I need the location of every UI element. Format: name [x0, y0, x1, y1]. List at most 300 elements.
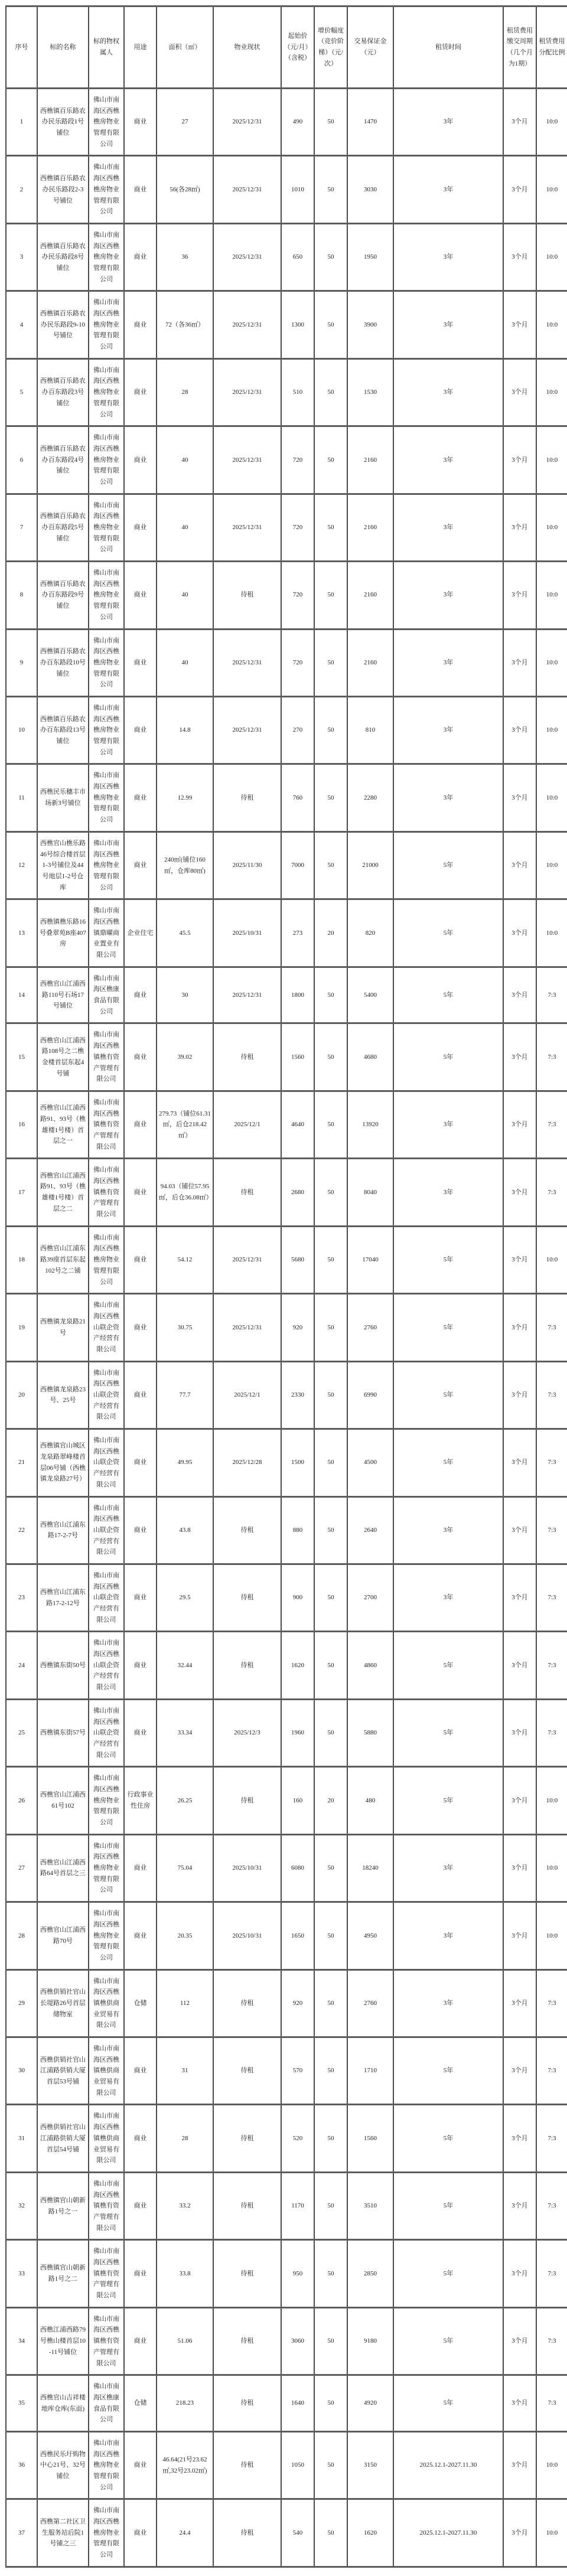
cell-area: 54.12 — [157, 1226, 213, 1293]
cell-area: 218.23 — [157, 2375, 213, 2432]
cell-lease-term: 5年 — [393, 967, 503, 1023]
cell-no: 9 — [6, 629, 37, 696]
cell-owner: 佛山市南海区西樵樵房物业管理有限公司 — [89, 426, 124, 494]
cell-increment: 50 — [314, 1834, 347, 1902]
cell-lease-term: 3年 — [393, 291, 503, 358]
cell-name: 西樵第二社区卫生服务站后院1号铺之三 — [37, 2499, 89, 2567]
cell-area: 75.04 — [157, 1834, 213, 1902]
cell-lease-term: 5年 — [393, 1361, 503, 1429]
table-row — [6, 2431, 567, 2499]
cell-pay-cycle: 3个月 — [503, 1767, 536, 1834]
cell-start-price: 1560 — [281, 1023, 314, 1091]
cell-status: 2025/10/31 — [213, 899, 281, 967]
cell-use: 企业住宅 — [124, 899, 157, 967]
cell-area: 45.5 — [157, 899, 213, 967]
cell-use: 商业 — [124, 696, 157, 764]
cell-ratio: 7:3 — [536, 1699, 567, 1766]
cell-no: 18 — [6, 1226, 37, 1293]
cell-name: 西樵民乐穗丰市场新3号铺位 — [37, 764, 89, 832]
cell-area: 30 — [157, 967, 213, 1023]
cell-area: 112 — [157, 1970, 213, 2037]
cell-ratio: 10:0 — [536, 358, 567, 426]
cell-deposit: 3030 — [347, 156, 393, 223]
cell-pay-cycle: 3个月 — [503, 1632, 536, 1699]
cell-area: 24.4 — [157, 2499, 213, 2567]
cell-no: 7 — [6, 494, 37, 561]
cell-start-price: 520 — [281, 2105, 314, 2172]
cell-ratio: 10:0 — [536, 832, 567, 899]
cell-start-price: 1050 — [281, 2431, 314, 2499]
table-row — [6, 494, 567, 561]
rental-listings-table — [5, 5, 567, 2568]
cell-start-price: 7000 — [281, 832, 314, 899]
cell-ratio: 7:3 — [536, 1023, 567, 1091]
table-row — [6, 1834, 567, 1902]
table-row — [6, 562, 567, 629]
cell-lease-term: 3年 — [393, 1834, 503, 1902]
col-header-increment: 增价幅度（竞价阶梯）（元/次） — [314, 6, 347, 89]
cell-ratio: 7:3 — [536, 1564, 567, 1631]
table-row — [6, 629, 567, 696]
cell-status: 2025/10/31 — [213, 1902, 281, 1970]
cell-ratio: 10:0 — [536, 899, 567, 967]
cell-deposit: 1620 — [347, 2499, 393, 2567]
cell-start-price: 2680 — [281, 1159, 314, 1226]
table-row — [6, 1699, 567, 1766]
cell-increment: 50 — [314, 1564, 347, 1631]
cell-pay-cycle: 3个月 — [503, 1091, 536, 1158]
cell-pay-cycle: 3个月 — [503, 967, 536, 1023]
cell-status: 2025/12/31 — [213, 89, 281, 156]
table-row — [6, 967, 567, 1023]
cell-pay-cycle: 3个月 — [503, 1970, 536, 2037]
table-row — [6, 2240, 567, 2307]
cell-owner: 佛山市南海区西樵樵房物业管理有限公司 — [89, 832, 124, 899]
cell-name: 西樵官山江浦西路91、93号（樵雄楼1号楼）首层之一 — [37, 1091, 89, 1158]
cell-start-price: 540 — [281, 2499, 314, 2567]
cell-name: 西樵镇百乐路农办百东路段10号铺位 — [37, 629, 89, 696]
cell-ratio: 7:3 — [536, 1970, 567, 2037]
cell-deposit: 2160 — [347, 494, 393, 561]
cell-use: 商业 — [124, 426, 157, 494]
cell-deposit: 8040 — [347, 1159, 393, 1226]
col-header-no: 序号 — [6, 6, 37, 89]
col-header-name: 标的名称 — [37, 6, 89, 89]
cell-lease-term: 5年 — [393, 899, 503, 967]
cell-use: 商业 — [124, 1361, 157, 1429]
table-row — [6, 2172, 567, 2239]
table-row — [6, 1496, 567, 1564]
cell-owner: 佛山市南海区西樵樵房物业管理有限公司 — [89, 156, 124, 223]
cell-pay-cycle: 3个月 — [503, 1834, 536, 1902]
cell-area: 14.8 — [157, 696, 213, 764]
cell-use: 商业 — [124, 1226, 157, 1293]
cell-ratio: 7:3 — [536, 2307, 567, 2375]
cell-lease-term: 3年 — [393, 562, 503, 629]
cell-owner: 佛山市南海区西樵镇樵有资产管理有限公司 — [89, 2240, 124, 2307]
cell-use: 商业 — [124, 1496, 157, 1564]
cell-lease-term: 5年 — [393, 2240, 503, 2307]
cell-pay-cycle: 3个月 — [503, 2375, 536, 2432]
cell-lease-term: 3年 — [393, 1970, 503, 2037]
cell-owner: 佛山市南海区西樵樵房物业管理有限公司 — [89, 494, 124, 561]
cell-name: 西樵供销社官山长堤路26号首层储物室 — [37, 1970, 89, 2037]
cell-owner: 佛山市南海区西樵樵房物业管理有限公司 — [89, 2431, 124, 2499]
cell-start-price: 650 — [281, 223, 314, 291]
cell-increment: 50 — [314, 764, 347, 832]
cell-no: 35 — [6, 2375, 37, 2432]
cell-no: 13 — [6, 899, 37, 967]
cell-name: 西樵官山江浦西路64号首层之三 — [37, 1834, 89, 1902]
cell-pay-cycle: 3个月 — [503, 494, 536, 561]
cell-ratio: 7:3 — [536, 1632, 567, 1699]
cell-deposit: 1710 — [347, 2037, 393, 2105]
cell-ratio: 7:3 — [536, 1294, 567, 1361]
cell-owner: 佛山市南海区西樵樵房物业管理有限公司 — [89, 1226, 124, 1293]
cell-no: 29 — [6, 1970, 37, 2037]
table-row — [6, 2037, 567, 2105]
cell-no: 12 — [6, 832, 37, 899]
cell-ratio: 10:0 — [536, 89, 567, 156]
col-header-ratio: 租赁费用分配比例 — [536, 6, 567, 89]
cell-status: 2025/12/31 — [213, 696, 281, 764]
cell-owner: 佛山市南海区西樵樵房物业管理有限公司 — [89, 89, 124, 156]
cell-owner: 佛山市南海区樵康食品有限公司 — [89, 2375, 124, 2432]
cell-status: 2025/12/31 — [213, 1226, 281, 1293]
cell-start-price: 1170 — [281, 2172, 314, 2239]
cell-lease-term: 5年 — [393, 1699, 503, 1766]
cell-increment: 50 — [314, 2307, 347, 2375]
cell-increment: 50 — [314, 1496, 347, 1564]
cell-start-price: 4640 — [281, 1091, 314, 1158]
cell-start-price: 1500 — [281, 1429, 314, 1496]
cell-use: 商业 — [124, 1159, 157, 1226]
cell-ratio: 7:3 — [536, 1159, 567, 1226]
cell-pay-cycle: 3个月 — [503, 426, 536, 494]
cell-owner: 佛山市南海区西樵山联企资产经营有限公司 — [89, 1699, 124, 1766]
cell-status: 2025/12/31 — [213, 156, 281, 223]
cell-name: 西樵官山吉祥楼地库仓库(东面) — [37, 2375, 89, 2432]
cell-status: 待租 — [213, 764, 281, 832]
cell-lease-term: 3年 — [393, 1564, 503, 1631]
cell-ratio: 10:0 — [536, 223, 567, 291]
cell-increment: 50 — [314, 2499, 347, 2567]
cell-owner: 佛山市南海区西樵山联企资产经营有限公司 — [89, 1361, 124, 1429]
cell-no: 8 — [6, 562, 37, 629]
cell-lease-term: 5年 — [393, 2037, 503, 2105]
cell-owner: 佛山市南海区西樵樵房物业管理有限公司 — [89, 2499, 124, 2567]
table-row — [6, 696, 567, 764]
table-row — [6, 1429, 567, 1496]
cell-pay-cycle: 3个月 — [503, 1902, 536, 1970]
cell-deposit: 2640 — [347, 1496, 393, 1564]
cell-status: 待租 — [213, 1496, 281, 1564]
cell-use: 商业 — [124, 2172, 157, 2239]
cell-name: 西樵民乐圩购物中心21号、32号铺位 — [37, 2431, 89, 2499]
cell-no: 27 — [6, 1834, 37, 1902]
cell-area: 72（各36㎡） — [157, 291, 213, 358]
cell-use: 商业 — [124, 291, 157, 358]
cell-status: 2025/11/30 — [213, 832, 281, 899]
table-row — [6, 426, 567, 494]
cell-name: 西樵供销社官山江浦路供销大厦首层53号铺 — [37, 2037, 89, 2105]
cell-start-price: 490 — [281, 89, 314, 156]
cell-no: 30 — [6, 2037, 37, 2105]
cell-deposit: 1560 — [347, 2105, 393, 2172]
cell-lease-term: 5年 — [393, 1226, 503, 1293]
table-row — [6, 291, 567, 358]
cell-deposit: 9180 — [347, 2307, 393, 2375]
cell-deposit: 3150 — [347, 2431, 393, 2499]
cell-ratio: 10:0 — [536, 629, 567, 696]
cell-increment: 50 — [314, 494, 347, 561]
cell-ratio: 10:0 — [536, 2499, 567, 2567]
cell-use: 行政事业性住房 — [124, 1767, 157, 1834]
cell-deposit: 2280 — [347, 764, 393, 832]
cell-status: 2025/12/31 — [213, 223, 281, 291]
cell-area: 28 — [157, 358, 213, 426]
cell-owner: 佛山市南海区樵康食品有限公司 — [89, 967, 124, 1023]
cell-start-price: 3060 — [281, 2307, 314, 2375]
cell-ratio: 10:0 — [536, 1834, 567, 1902]
table-row — [6, 358, 567, 426]
cell-no: 15 — [6, 1023, 37, 1091]
cell-use: 商业 — [124, 1699, 157, 1766]
cell-use: 商业 — [124, 1091, 157, 1158]
cell-lease-term: 3年 — [393, 494, 503, 561]
cell-deposit: 2160 — [347, 562, 393, 629]
cell-lease-term: 3年 — [393, 1496, 503, 1564]
cell-increment: 20 — [314, 899, 347, 967]
cell-lease-term: 2025.12.1-2027.11.30 — [393, 2499, 503, 2567]
cell-no: 1 — [6, 89, 37, 156]
cell-lease-term: 3年 — [393, 696, 503, 764]
table-row — [6, 89, 567, 156]
cell-name: 西樵镇樵乐路16号叠翠苑B座407房 — [37, 899, 89, 967]
cell-no: 3 — [6, 223, 37, 291]
cell-owner: 佛山市南海区西樵樵房物业管理有限公司 — [89, 291, 124, 358]
cell-no: 23 — [6, 1564, 37, 1631]
cell-deposit: 17040 — [347, 1226, 393, 1293]
cell-name: 西樵镇官山城区龙泉路翠峰楼首层06号铺（西樵镇龙泉路27号） — [37, 1429, 89, 1496]
cell-use: 商业 — [124, 89, 157, 156]
cell-increment: 50 — [314, 1429, 347, 1496]
cell-owner: 佛山市南海区西樵镇樵供商业贸易有限公司 — [89, 2037, 124, 2105]
cell-name: 西樵官山江浦西路108号之二樵金楼首层东起4号铺 — [37, 1023, 89, 1091]
cell-no: 22 — [6, 1496, 37, 1564]
cell-ratio: 10:0 — [536, 562, 567, 629]
cell-use: 商业 — [124, 223, 157, 291]
cell-area: 39.02 — [157, 1023, 213, 1091]
cell-pay-cycle: 3个月 — [503, 2105, 536, 2172]
cell-area: 12.99 — [157, 764, 213, 832]
cell-status: 待租 — [213, 2499, 281, 2567]
cell-use: 商业 — [124, 1902, 157, 1970]
cell-area: 51.06 — [157, 2307, 213, 2375]
cell-deposit: 4860 — [347, 1632, 393, 1699]
cell-lease-term: 5年 — [393, 1767, 503, 1834]
cell-name: 西樵江浦西路79号樵山楼首层10-11号铺位 — [37, 2307, 89, 2375]
cell-lease-term: 3年 — [393, 629, 503, 696]
cell-owner: 佛山市南海区西樵樵房物业管理有限公司 — [89, 764, 124, 832]
cell-ratio: 10:0 — [536, 426, 567, 494]
cell-pay-cycle: 3个月 — [503, 89, 536, 156]
cell-start-price: 6080 — [281, 1834, 314, 1902]
cell-no: 26 — [6, 1767, 37, 1834]
cell-use: 商业 — [124, 562, 157, 629]
cell-start-price: 2330 — [281, 1361, 314, 1429]
cell-start-price: 1010 — [281, 156, 314, 223]
cell-use: 商业 — [124, 358, 157, 426]
cell-deposit: 1470 — [347, 89, 393, 156]
cell-increment: 50 — [314, 2240, 347, 2307]
cell-start-price: 1650 — [281, 1902, 314, 1970]
cell-increment: 50 — [314, 2172, 347, 2239]
cell-pay-cycle: 3个月 — [503, 1429, 536, 1496]
cell-pay-cycle: 3个月 — [503, 629, 536, 696]
cell-increment: 20 — [314, 1767, 347, 1834]
cell-ratio: 7:3 — [536, 2172, 567, 2239]
cell-increment: 50 — [314, 358, 347, 426]
cell-ratio: 7:3 — [536, 2037, 567, 2105]
cell-ratio: 10:0 — [536, 494, 567, 561]
cell-owner: 佛山市南海区西樵镇樵供商业贸易有限公司 — [89, 2105, 124, 2172]
table-row — [6, 1294, 567, 1361]
cell-use: 商业 — [124, 1429, 157, 1496]
cell-use: 仓储 — [124, 2375, 157, 2432]
cell-pay-cycle: 3个月 — [503, 2307, 536, 2375]
cell-use: 商业 — [124, 2105, 157, 2172]
cell-increment: 50 — [314, 2431, 347, 2499]
cell-name: 西樵镇东街50号 — [37, 1632, 89, 1699]
cell-lease-term: 5年 — [393, 832, 503, 899]
cell-deposit: 480 — [347, 1767, 393, 1834]
cell-start-price: 1300 — [281, 291, 314, 358]
cell-ratio: 10:0 — [536, 764, 567, 832]
cell-no: 33 — [6, 2240, 37, 2307]
cell-lease-term: 5年 — [393, 1023, 503, 1091]
cell-deposit: 21000 — [347, 832, 393, 899]
cell-status: 待租 — [213, 2431, 281, 2499]
col-header-status: 物业现状 — [213, 6, 281, 89]
cell-status: 2025/12/31 — [213, 1294, 281, 1361]
cell-owner: 佛山市南海区西樵山联企资产经营有限公司 — [89, 1564, 124, 1631]
cell-deposit: 1530 — [347, 358, 393, 426]
cell-lease-term: 5年 — [393, 2307, 503, 2375]
cell-no: 19 — [6, 1294, 37, 1361]
cell-area: 26.25 — [157, 1767, 213, 1834]
cell-start-price: 900 — [281, 1564, 314, 1631]
cell-name: 西樵镇百乐路农办民乐路段2-3号铺位 — [37, 156, 89, 223]
cell-start-price: 1800 — [281, 967, 314, 1023]
cell-status: 2025/12/3 — [213, 1699, 281, 1766]
cell-owner: 佛山市南海区西樵山联企资产经营有限公司 — [89, 1496, 124, 1564]
cell-status: 待租 — [213, 1970, 281, 2037]
cell-ratio: 10:0 — [536, 1226, 567, 1293]
cell-deposit: 2850 — [347, 2240, 393, 2307]
table-row — [6, 1159, 567, 1226]
cell-no: 34 — [6, 2307, 37, 2375]
cell-increment: 50 — [314, 2375, 347, 2432]
cell-no: 32 — [6, 2172, 37, 2239]
cell-no: 17 — [6, 1159, 37, 1226]
cell-status: 待租 — [213, 2240, 281, 2307]
cell-name: 西樵供销社官山江浦路供销大厦首层54号铺 — [37, 2105, 89, 2172]
cell-increment: 50 — [314, 2037, 347, 2105]
cell-name: 西樵官山江浦东路17-2-7号 — [37, 1496, 89, 1564]
cell-start-price: 720 — [281, 629, 314, 696]
cell-name: 西樵官山江浦东路39座首层东起102号之二铺 — [37, 1226, 89, 1293]
cell-owner: 佛山市南海区西樵山联企资产经营有限公司 — [89, 1632, 124, 1699]
cell-owner: 佛山市南海区西樵镇樵有资产管理有限公司 — [89, 1023, 124, 1091]
table-row — [6, 223, 567, 291]
cell-owner: 佛山市南海区西樵樵房物业管理有限公司 — [89, 562, 124, 629]
cell-use: 商业 — [124, 2037, 157, 2105]
cell-owner: 佛山市南海区西樵樵房物业管理有限公司 — [89, 696, 124, 764]
cell-increment: 50 — [314, 1091, 347, 1158]
cell-owner: 佛山市南海区西樵樵房物业管理有限公司 — [89, 223, 124, 291]
cell-name: 西樵镇百乐路农办百东路段13号铺位 — [37, 696, 89, 764]
cell-lease-term: 5年 — [393, 2375, 503, 2432]
cell-lease-term: 3年 — [393, 1091, 503, 1158]
cell-status: 2025/12/31 — [213, 629, 281, 696]
cell-deposit: 4950 — [347, 1902, 393, 1970]
cell-lease-term: 3年 — [393, 764, 503, 832]
cell-increment: 50 — [314, 1902, 347, 1970]
col-header-start-price: 起始价（元/月）（含税） — [281, 6, 314, 89]
cell-status: 2025/12/28 — [213, 1429, 281, 1496]
cell-no: 37 — [6, 2499, 37, 2567]
table-body — [6, 89, 567, 2567]
cell-area: 94.03（铺位57.95㎡，后仓36.08㎡） — [157, 1159, 213, 1226]
cell-use: 商业 — [124, 2240, 157, 2307]
cell-deposit: 13920 — [347, 1091, 393, 1158]
cell-lease-term: 3年 — [393, 223, 503, 291]
cell-pay-cycle: 3个月 — [503, 562, 536, 629]
table-row — [6, 1023, 567, 1091]
table-row — [6, 1091, 567, 1158]
cell-owner: 佛山市南海区西樵樵房物业管理有限公司 — [89, 1902, 124, 1970]
cell-use: 商业 — [124, 2499, 157, 2567]
cell-lease-term: 3年 — [393, 358, 503, 426]
cell-use: 商业 — [124, 494, 157, 561]
cell-no: 5 — [6, 358, 37, 426]
cell-area: 20.35 — [157, 1902, 213, 1970]
cell-start-price: 273 — [281, 899, 314, 967]
cell-lease-term: 5年 — [393, 1294, 503, 1361]
cell-no: 31 — [6, 2105, 37, 2172]
cell-pay-cycle: 3个月 — [503, 832, 536, 899]
cell-lease-term: 5年 — [393, 2172, 503, 2239]
cell-start-price: 920 — [281, 1970, 314, 2037]
cell-name: 西樵官山江浦西路70号 — [37, 1902, 89, 1970]
cell-start-price: 5680 — [281, 1226, 314, 1293]
cell-ratio: 10:0 — [536, 1767, 567, 1834]
cell-deposit: 18240 — [347, 1834, 393, 1902]
cell-name: 西樵镇官山朝新路1号之二 — [37, 2240, 89, 2307]
cell-ratio: 7:3 — [536, 1361, 567, 1429]
cell-area: 77.7 — [157, 1361, 213, 1429]
cell-ratio: 7:3 — [536, 2240, 567, 2307]
table-row — [6, 2375, 567, 2432]
cell-name: 西樵镇龙泉路21号 — [37, 1294, 89, 1361]
cell-start-price: 1960 — [281, 1699, 314, 1766]
cell-increment: 50 — [314, 1159, 347, 1226]
cell-lease-term: 5年 — [393, 1429, 503, 1496]
col-header-use: 用途 — [124, 6, 157, 89]
table-row — [6, 1902, 567, 1970]
cell-name: 西樵镇百乐路农办民乐路段9-10号铺位 — [37, 291, 89, 358]
